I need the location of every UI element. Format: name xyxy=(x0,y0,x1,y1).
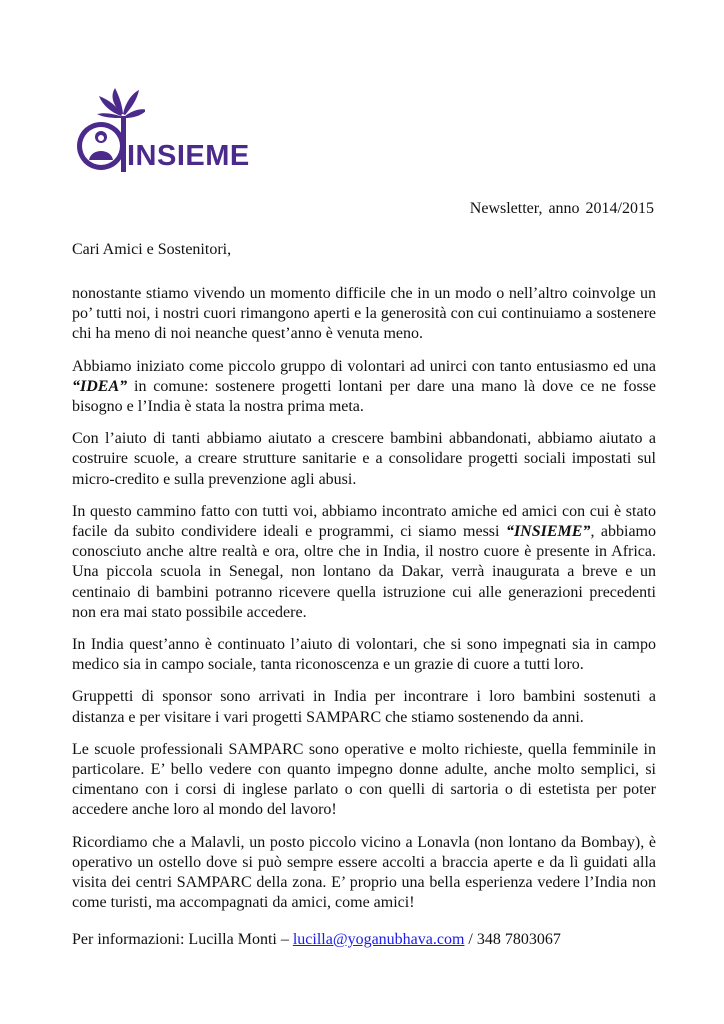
paragraph-2 xyxy=(72,357,656,418)
idea-emphasis: “IDEA” xyxy=(72,377,128,395)
email-link[interactable]: lucilla@yoganubhava.com xyxy=(292,931,465,948)
paragraph-5: In India quest’anno è continuato l’aiuto di volontari, che si sono impegnati sia in campo medico sia in campo sociale, tanta riconoscenza e un grazie di cuore a tutti loro. xyxy=(72,636,656,674)
paragraph-4 xyxy=(72,502,656,623)
contact-phone: / 348 7803067 xyxy=(464,931,561,948)
contact-line xyxy=(72,930,561,950)
paragraph-6: Gruppetti di sponsor sono arrivati in India per incontrare i loro bambini sostenuti a distanza e per visitare i vari progetti SAMPARC che stiamo sostenendo da anni. xyxy=(72,688,656,726)
paragraph-7: Le scuole professionali SAMPARC sono operative e molto richieste, quella femminile in particolare. E’ bello vedere con quanto impegno donne adulte, anche molto semplici, si cimentano con i corsi di inglese parlato o con quelli di sartoria o di estetista per poter accedere anche loro al mondo del lavoro! xyxy=(72,740,656,819)
insieme-emphasis: “INSIEME” xyxy=(505,523,591,541)
contact-prefix: Per informazioni: Lucilla Monti – xyxy=(72,931,293,948)
paragraph-2-text: Abbiamo iniziato come piccolo gruppo di volontari ad unirci con tanto entusiasmo ed una xyxy=(72,357,656,375)
insieme-logo xyxy=(75,82,250,174)
paragraph-1: nonostante stiamo vivendo un momento difficile che in un modo o nell’altro coinvolge un po’ tutti noi, i nostri cuori rimangono aperti e la generosità con cui continuiamo a sostenere chi ha meno di noi neanche quest’anno è venuta meno. xyxy=(72,285,656,343)
letter-body xyxy=(72,284,656,925)
salutation: Cari Amici e Sostenitori, xyxy=(72,241,232,258)
paragraph-4-text: In questo cammino fatto con tutti voi, abbiamo incontrato amiche ed amici con cui è stato facile da subito condividere ideali e programmi, ci siamo messi xyxy=(72,502,656,541)
paragraph-3: Con l’aiuto di tanti abbiamo aiutato a crescere bambini abbandonati, abbiamo aiutato a costruire scuole, a creare strutture sanitarie e a consolidare progetti sociali impostati sul micro-credito e sulla prevenzione agli abusi. xyxy=(72,430,656,488)
paragraph-4-text-end: , abbiamo conosciuto anche altre realtà e ora, oltre che in India, il nostro cuore è presente in Africa. Una piccola scuola in Senegal, non lontano da Dakar, verrà inaugurata a breve e un centinaio di bambini potranno ricevere quella istruzione cui alle generazioni precedenti non era mai stato possibile accedere. xyxy=(72,523,657,621)
logo-wordmark: INSIEME xyxy=(127,140,250,172)
paragraph-8: Ricordiamo che a Malavli, un posto piccolo vicino a Lonavla (non lontano da Bombay), è operativo un ostello dove si può sempre essere accolti a braccia aperte e da lì guidati alla visita dei centri SAMPARC della zona. E’ proprio una bella esperienza vedere l’India non come turisti, ma accompagnati da amici, come amici! xyxy=(72,833,656,912)
newsletter-heading: Newsletter, anno 2014/2015 xyxy=(469,200,654,217)
paragraph-2-text-end: in comune: sostenere progetti lontani per dare una mano là dove ce ne fosse bisogno e l’India è stata la nostra prima meta. xyxy=(72,377,656,416)
